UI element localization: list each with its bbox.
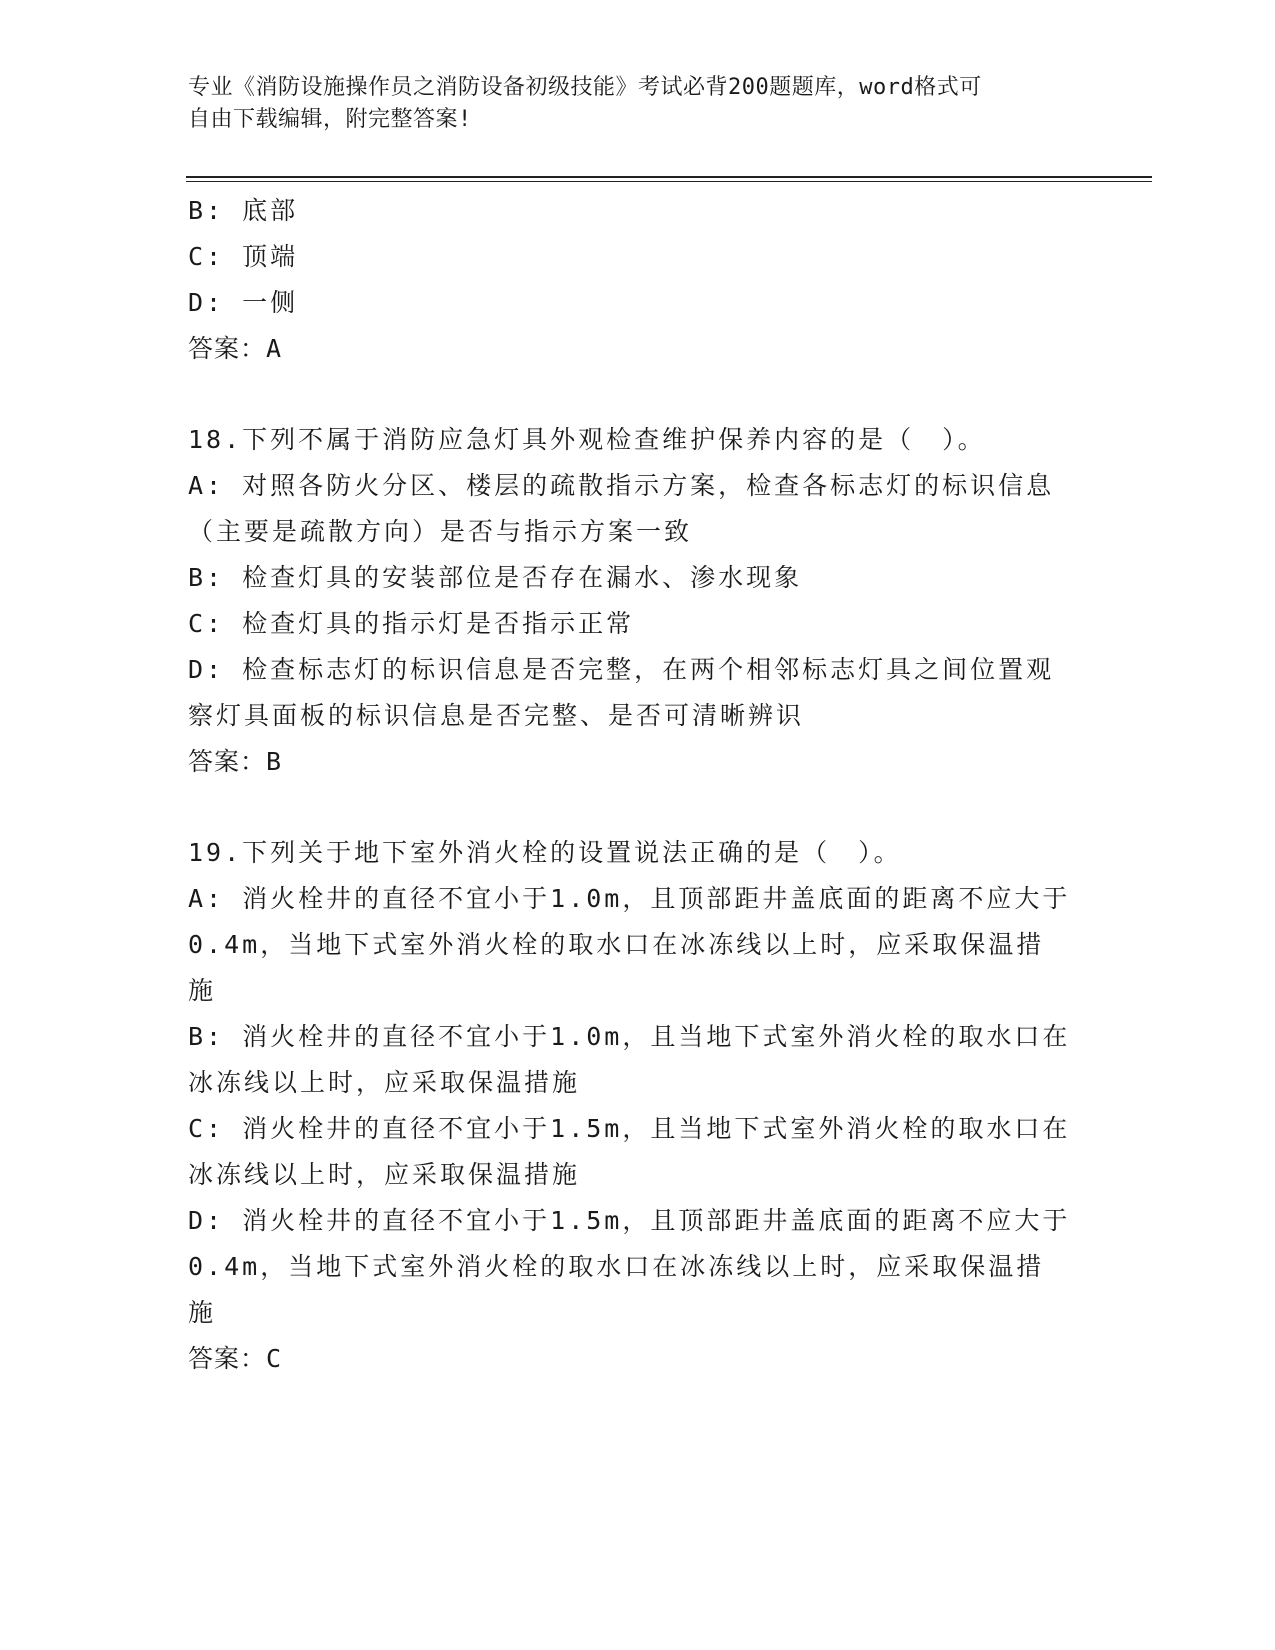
answer-line: 答案：B [188,747,283,776]
answer-line: 答案：A [188,334,283,363]
question-17-continuation [188,188,1088,372]
question-stem: 19.下列关于地下室外消火栓的设置说法正确的是（ ）。 [188,838,902,867]
option-b-line-2: 冰冻线以上时，应采取保温措施 [188,1068,581,1097]
option-c-line-2: 冰冻线以上时，应采取保温措施 [188,1160,581,1189]
option-c: C: 检查灯具的指示灯是否指示正常 [188,609,635,638]
header-divider-thick [186,176,1152,178]
option-a-line-3: 施 [188,976,217,1005]
header-divider-thin [186,181,1152,182]
question-18 [188,417,1088,785]
option-d-line-1: D: 消火栓井的直径不宜小于1.5m，且顶部距井盖底面的距离不应大于 [188,1206,1071,1235]
document-header [188,72,1088,136]
answer-line: 答案：C [188,1344,283,1373]
spacer [188,372,1088,417]
question-stem: 18.下列不属于消防应急灯具外观检查维护保养内容的是（ ）。 [188,425,986,454]
option-b: B: 检查灯具的安装部位是否存在漏水、渗水现象 [188,563,803,592]
header-line-2: 自由下载编辑，附完整答案! [188,107,472,132]
option-b: B: 底部 [188,196,299,225]
question-19 [188,830,1088,1382]
option-d-line-3: 施 [188,1298,217,1327]
option-a-line-1: A: 消火栓井的直径不宜小于1.0m，且顶部距井盖底面的距离不应大于 [188,884,1071,913]
option-d-line-1: D: 检查标志灯的标识信息是否完整，在两个相邻标志灯具之间位置观 [188,655,1055,684]
document-body [188,188,1088,1382]
header-line-1: 专业《消防设施操作员之消防设备初级技能》考试必背200题题库，word格式可 [188,75,982,100]
option-a-line-1: A: 对照各防火分区、楼层的疏散指示方案，检查各标志灯的标识信息 [188,471,1055,500]
option-d-line-2: 0.4m，当地下式室外消火栓的取水口在冰冻线以上时，应采取保温措 [188,1252,1045,1281]
option-c: C: 顶端 [188,242,299,271]
option-d-line-2: 察灯具面板的标识信息是否完整、是否可清晰辨识 [188,701,805,730]
spacer [188,785,1088,830]
option-a-line-2: （主要是疏散方向）是否与指示方案一致 [188,517,693,546]
option-a-line-2: 0.4m，当地下式室外消火栓的取水口在冰冻线以上时，应采取保温措 [188,930,1045,959]
option-c-line-1: C: 消火栓井的直径不宜小于1.5m，且当地下式室外消火栓的取水口在 [188,1114,1071,1143]
option-d: D: 一侧 [188,288,299,317]
option-b-line-1: B: 消火栓井的直径不宜小于1.0m，且当地下式室外消火栓的取水口在 [188,1022,1071,1051]
